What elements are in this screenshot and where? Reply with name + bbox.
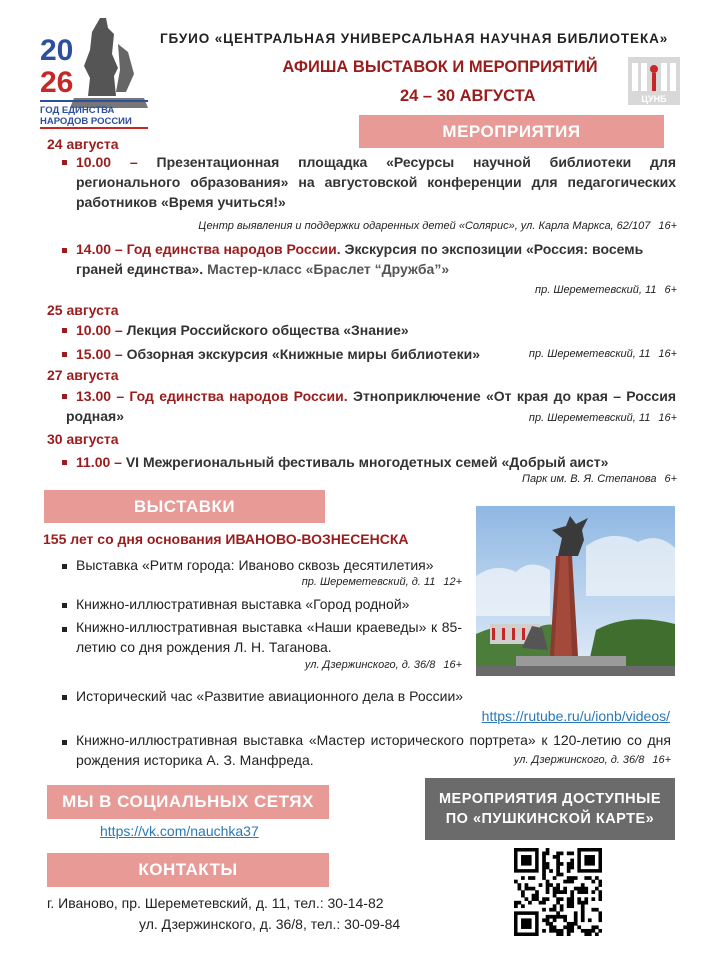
monument-silhouette-icon	[70, 18, 148, 108]
event-text: Лекция Российского общества «Знание»	[126, 322, 409, 338]
exhibition-item: Книжно-иллюстративная выставка «Город родной»	[76, 596, 410, 612]
rutube-link[interactable]: https://rutube.ru/u/ionb/videos/	[481, 708, 670, 724]
event-location	[529, 412, 677, 424]
event-location	[198, 220, 677, 232]
contact-address-2: ул. Дзержинского, д. 36/8, тел.: 30-09-84	[139, 916, 401, 932]
pushkin-line-1: МЕРОПРИЯТИЯ ДОСТУПНЫЕ	[438, 791, 662, 807]
event-item	[76, 320, 409, 340]
bullet	[62, 603, 67, 608]
exhibitions-subheading: 155 лет со дня основания ИВАНОВО-ВОЗНЕСЕНСКА	[43, 531, 409, 547]
exhibition-item: Книжно-иллюстративная выставка «Наши краеведы» к 85-летию со дня рождения Л. Н. Таганова.	[76, 619, 462, 655]
exhibition-item: Исторический час «Развитие авиационного дела в России»	[76, 688, 464, 704]
event-location	[522, 473, 677, 485]
age-rating: 16+	[652, 754, 671, 766]
event-item	[76, 239, 676, 279]
event-title: 14.00 – Год единства народов России.	[76, 241, 341, 257]
day-heading: 25 августа	[47, 302, 119, 318]
event-text: VI Межрегиональный фестиваль многодетных семей «Добрый аист»	[125, 454, 609, 470]
age-rating: 16+	[658, 348, 677, 360]
pushkin-card-banner	[425, 778, 675, 840]
contact-address-1: г. Иваново, пр. Шереметевский, д. 11, тел.: 30-14-82	[47, 895, 384, 911]
event-time: 10.00 –	[76, 154, 138, 170]
bullet	[62, 627, 67, 632]
event-text: Обзорная экскурсия «Книжные миры библиотеки»	[126, 346, 480, 362]
location-text: пр. Шереметевский, 11	[528, 412, 651, 424]
event-location	[535, 284, 677, 296]
location-text: ул. Дзержинского, д. 36/8	[513, 754, 645, 766]
event-text: Презентационная площадка «Ресурсы научной библиотеки для регионального образования» на августовской конференции для педагогических работников «Время учиться!»	[76, 154, 676, 210]
day-heading: 27 августа	[47, 367, 119, 383]
pushkin-line-2: ПО «ПУШКИНСКОЙ КАРТЕ»	[445, 811, 655, 827]
events-heading: МЕРОПРИЯТИЯ	[359, 115, 664, 148]
event-time: 10.00 –	[76, 322, 123, 338]
day-heading: 30 августа	[47, 431, 119, 447]
bullet	[62, 352, 67, 357]
exhibition-location	[305, 659, 462, 671]
exhibition-location	[514, 754, 671, 766]
location-text: пр. Шереметевский, 11	[528, 348, 651, 360]
svg-text:ГОД ЕДИНСТВА: ГОД ЕДИНСТВА	[40, 105, 115, 116]
age-rating: 16+	[658, 220, 677, 232]
age-rating: 6+	[664, 473, 677, 485]
year-of-unity-logo	[38, 14, 153, 132]
poster-title: АФИША ВЫСТАВОК И МЕРОПРИЯТИЙ	[282, 58, 598, 76]
bullet	[62, 460, 67, 465]
bullet	[62, 160, 67, 165]
bullet	[62, 248, 67, 253]
age-rating: 12+	[443, 576, 462, 588]
event-item	[76, 152, 676, 212]
contacts-heading: КОНТАКТЫ	[47, 853, 329, 887]
event-time: 11.00 –	[76, 454, 122, 470]
svg-text:20: 20	[40, 34, 74, 67]
svg-text:ЦУНБ: ЦУНБ	[641, 94, 667, 104]
event-time: 15.00 –	[76, 346, 123, 362]
location-text: пр. Шереметевский, д. 11	[301, 576, 436, 588]
age-rating: 16+	[658, 412, 677, 424]
exhibitions-heading: ВЫСТАВКИ	[44, 490, 325, 523]
exhibition-location	[302, 576, 462, 588]
svg-text:26: 26	[40, 66, 74, 99]
age-rating: 6+	[664, 284, 677, 296]
bullet	[62, 328, 67, 333]
bullet	[62, 740, 67, 745]
location-text: пр. Шереметевский, 11	[535, 284, 657, 296]
social-heading: МЫ В СОЦИАЛЬНЫХ СЕТЯХ	[47, 785, 329, 819]
location-text: ул. Дзержинского, д. 36/8	[304, 659, 436, 671]
event-item	[76, 452, 608, 472]
qr-code-icon[interactable]	[514, 848, 602, 936]
event-text: Этноприключение «От края до края – Россия родная»	[66, 388, 676, 424]
day-heading: 24 августа	[47, 136, 119, 152]
exhibition-item: Выставка «Ритм города: Иваново сквозь десятилетия»	[76, 557, 434, 573]
organization-name: ГБУИО «ЦЕНТРАЛЬНАЯ УНИВЕРСАЛЬНАЯ НАУЧНАЯ БИБЛИОТЕКА»	[160, 31, 669, 46]
event-text: Экскурсия по экспозиции «Россия: восемь граней единства».	[76, 241, 644, 277]
svg-text:НАРОДОВ РОССИИ: НАРОДОВ РОССИИ	[40, 116, 132, 127]
event-item	[76, 344, 480, 364]
exhibition-item: Книжно-иллюстративная выставка «Мастер исторического портрета» к 120-летию со дня рождения историка А. З. Манфреда.	[76, 732, 671, 768]
bullet	[62, 695, 67, 700]
age-rating: 16+	[443, 659, 462, 671]
bullet	[62, 564, 67, 569]
monument-photo	[476, 506, 675, 676]
location-text: Парк им. В. Я. Степанова	[521, 473, 657, 485]
event-title: 13.00 – Год единства народов России.	[76, 388, 348, 404]
library-logo	[628, 57, 680, 105]
poster-dates: 24 – 30 АВГУСТА	[400, 87, 536, 105]
location-text: Центр выявления и поддержки одаренных детей «Солярис», ул. Карла Маркса, 62/107	[198, 220, 651, 232]
event-extra: Мастер-класс «Браслет “Дружба”»	[207, 261, 450, 277]
event-location	[529, 348, 677, 360]
vk-link[interactable]: https://vk.com/nauchka37	[100, 823, 259, 839]
